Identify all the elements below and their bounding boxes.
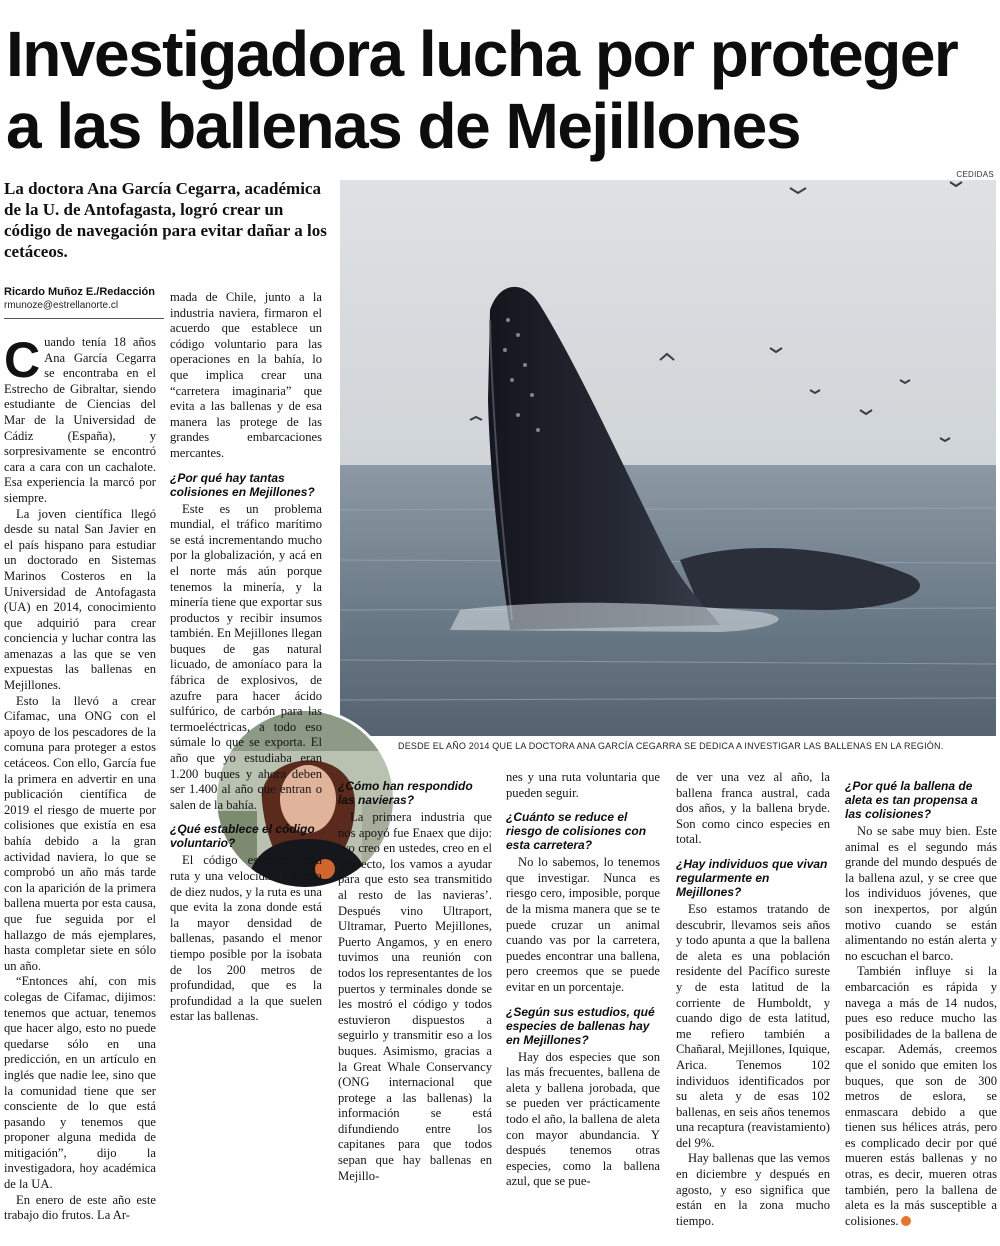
paragraph: de ver una vez al año, la ballena franca austral, cada dos años, y la ballena bryde. Son como cinco especies en total. bbox=[676, 770, 830, 847]
paragraph: No lo sabemos, lo tenemos que investigar. Nunca es riesgo cero, imposible, porque de la misma manera que se te puede cruzar un animal cuando vas por la carretera, puedes encontrar una ballena, pero creemos que se puede evitar en un porcentaje. bbox=[506, 855, 660, 994]
paragraph: Esto la llevó a crear Cifamac, una ONG con el apoyo de los pescadores de la comuna para proteger a estos cetáceos. Con ello, García fue la primera en advertir en una publicación científica de 2019 el riesgo de muerte por colisiones que existía en esa bahía debido a la gran actividad naviera, lo que se comprobó un año más tarde con la aparición de la primera ballena muerta por esta causa, que fue seguida por el hallazgo de más ejemplares, hasta completar siete en sólo un año. bbox=[4, 693, 156, 973]
author-name: Ricardo Muñoz E./Redacción bbox=[4, 286, 155, 298]
question-heading: ¿Cómo han respondido las navieras? bbox=[338, 779, 473, 807]
whale-photo bbox=[340, 180, 996, 736]
lede: La doctora Ana García Cegarra, académica de la U. de Antofagasta, logró crear un código de navegación para evitar dañar a los cetáceos. bbox=[4, 179, 327, 261]
paragraph: La primera industria que nos apoyó fue Enaex que dijo: ‘yo creo en ustedes, creo en el proyecto, los vamos a ayudar para que esto sea transmitido al resto de las navieras’. Después vino Ultraport, Ultramar, Puerto Mejillones, Puerto Angamos, y en enero tuvimos una reunión con todos los representantes de los puertos y terminales donde se les mostró el código y todos estuvieron dispuestos a seguirlo y transmitir eso a los buques. Asimismo, gracias a la Great Whale Conservancy (ONG internacional que protege a las ballenas) la información se está difundiendo entre los capitanes para que todos sepan que hay ballenas en Mejillo- bbox=[338, 810, 492, 1183]
paragraph: Este es un problema mundial, el tráfico marítimo se está incrementando mucho por la globalización, y acá en el norte más aún porque tenemos la minería, y la minería tiene que exportar sus productos y recibir insumos también. En Mejillones llegan buques de gas natural licuado, de amoníaco para la fábrica de explosivos, de azufre para hacer ácido sulfúrico, de carbón para las termoeléctricas, a todo eso súmale lo que se exporta. El año que yo estudiaba eran 1.200 buques y ahora deben ser 1.400 al año que entran o salen de la bahía. bbox=[170, 501, 322, 812]
paragraph: En enero de este año este trabajo dio frutos. La Ar- bbox=[4, 1192, 156, 1223]
intro-paragraph: Cuando tenía 18 años Ana García Cegarra se encontraba en el Estrecho de Gibraltar, siendo estudiante de Ciencias del Mar de la Universidad de Cádiz (España), y sorpresivamente se encontró cara a cara con un cachalote. Esa experiencia la marcó por siempre. bbox=[4, 332, 156, 505]
question-heading: ¿Por qué la ballena de aleta es tan propensa a las colisiones? bbox=[845, 779, 978, 821]
headline: Investigadora lucha por proteger a las ballenas de Mejillones bbox=[6, 18, 958, 162]
byline-divider bbox=[4, 318, 164, 319]
column-3 bbox=[338, 770, 492, 1184]
paragraph: El código establece una ruta y una velocidad máxima de diez nudos, y la ruta es una que evita la zona donde está la mayor densidad de ballenas, pasando el menor tiempo posible por la isobata de los 200 metros de profundidad, que es la profundidad a la que suelen estar las ballenas. bbox=[170, 853, 322, 1024]
paragraph: No se sabe muy bien. Este animal es el segundo más grande del mundo después de la ballena azul, y se cree que los individuos jóvenes, que son inexpertos, por algún motivo cuando se están alimentando no están alerta y no escuchan el barco. bbox=[845, 824, 997, 963]
photo-credit: CEDIDAS bbox=[956, 170, 994, 179]
paragraph: También influye si la embarcación es rápida y navega a más de 14 nudos, pues eso reduce mucho las posibilidades de la ballena de escapar. Además, creemos que el sonido que emiten los buques, que son de 300 metros de eslora, se enmascara debido a que tienen sus hélices atrás, pero es complicado decir por qué mueren estás ballenas y no otras, es decir, mueren otras también, pero la ballena de aleta es la más susceptible a colisiones. bbox=[845, 964, 997, 1228]
end-of-article-icon bbox=[901, 1216, 911, 1226]
question-heading: ¿Hay individuos que vivan regularmente en Mejillones? bbox=[676, 856, 828, 899]
paragraph: Hay dos especies que son las más frecuentes, ballena de aleta y ballena jorobada, que se pueden ver prácticamente todo el año, la ballena de aleta con mayor abundancia. Y después tenemos otras especies, como la ballena azul, que se pue- bbox=[506, 1049, 660, 1189]
photo-caption: DESDE EL AÑO 2014 QUE LA DOCTORA ANA GARCÍA CEGARRA SE DEDICA A INVESTIGAR LAS BALLENAS EN LA REGIÓN. bbox=[398, 741, 944, 751]
author-email[interactable]: rmunoze@estrellanorte.cl bbox=[4, 300, 119, 311]
question-heading: ¿Por qué hay tantas colisiones en Mejillones? bbox=[170, 470, 315, 499]
column-5 bbox=[676, 770, 830, 1229]
paragraph: Hay ballenas que las vemos en diciembre y después en agosto, y eso significa que están en la zona mucho tiempo. bbox=[676, 1151, 830, 1228]
question-heading: ¿Según sus estudios, qué especies de ballenas hay en Mejillones? bbox=[506, 1004, 655, 1047]
paragraph: “Entonces ahí, con mis colegas de Cifamac, dijimos: tenemos que actuar, tenemos que hacer algo, esto no puede quedarse sólo en una predicción, en un artículo en inglés que nadie lee, sino que la comunidad tiene que ser consciente de lo que está pasando y tenemos que proponer alguna medida de mitigación”, dijo la investigadora, hoy académica de la UA. bbox=[4, 974, 156, 1192]
column-4 bbox=[506, 770, 660, 1190]
column-2 bbox=[170, 290, 322, 1025]
question-heading: ¿Qué establece el código voluntario? bbox=[170, 822, 315, 851]
question-heading: ¿Cuánto se reduce el riesgo de colisiones con esta carretera? bbox=[506, 810, 647, 853]
column-1 bbox=[4, 332, 156, 1224]
drop-cap: C bbox=[4, 332, 41, 388]
paragraph: La joven científica llegó desde su natal San Javier en el país hispano para estudiar un doctorado en Sistemas Marinos Costeros en la Universidad de Antofagasta (UA) en 2014, conocimiento que adquirió para crear conciencia y luchar contra las amenazas a las que se ven expuestas las ballenas en Mejillones. bbox=[4, 506, 156, 693]
byline bbox=[4, 285, 164, 312]
paragraph: nes y una ruta voluntaria que pueden seguir. bbox=[506, 770, 660, 800]
paragraph: Eso estamos tratando de descubrir, llevamos seis años y todo apunta a que la ballena de aleta es una población residente del Pacífico sureste y de esta latitud de la corriente de Humboldt, y cuando digo de esta latitud, me refiero también a Chañaral, Mejillones, Iquique, Arica. Tenemos 102 individuos identificados por su aleta y de esas 102 ballenas, en seis años tenemos una recaptura (reavistamiento) del 9%. bbox=[676, 901, 830, 1150]
column-6 bbox=[845, 770, 997, 1229]
paragraph: mada de Chile, junto a la industria naviera, firmaron el acuerdo que establece un código voluntario para las operaciones en la bahía, lo que implica crear una “carretera imaginaria” que evita a las ballenas y de esa manera las protege de las grandes embarcaciones mercantes. bbox=[170, 290, 322, 460]
